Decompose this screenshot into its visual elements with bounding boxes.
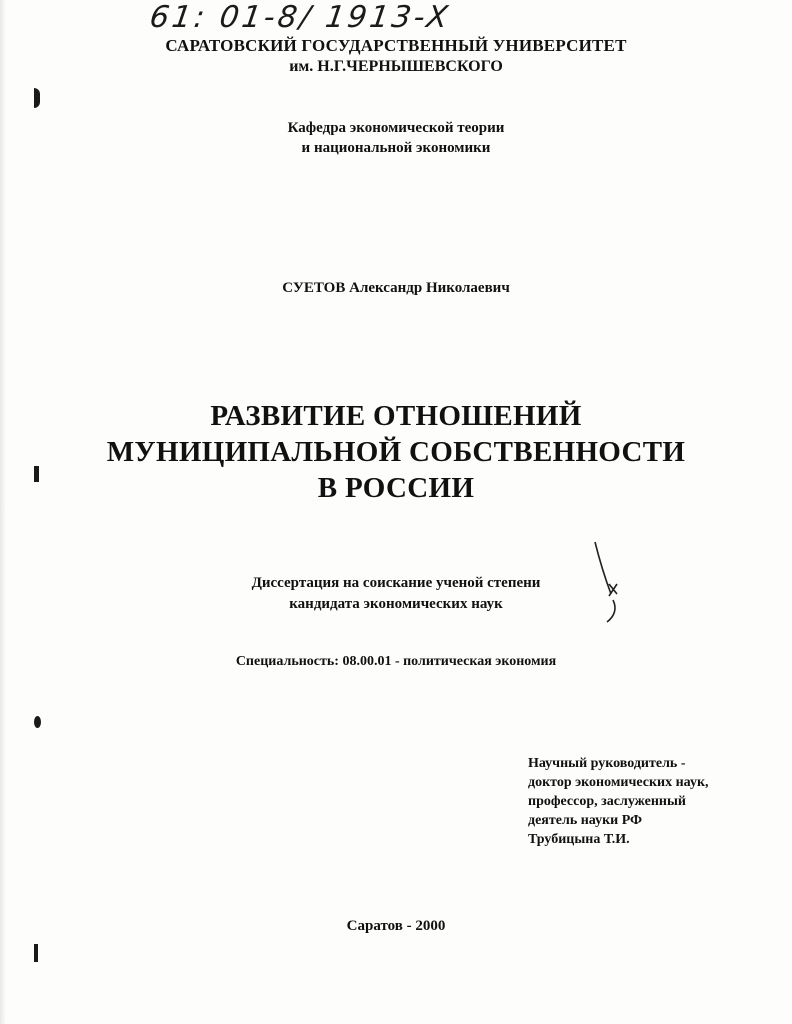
archive-code: 61: 01-8/ 1913-X [147, 0, 453, 35]
department-line-1: Кафедра экономической теории [287, 120, 505, 136]
city-year: Саратов - 2000 [346, 918, 446, 934]
university-named-after: им. Н.Г.ЧЕРНЫШЕВСКОГО [289, 58, 503, 75]
title-line-2: МУНИЦИПАЛЬНОЙ СОБСТВЕННОСТИ [106, 436, 686, 468]
pen-mark-icon [585, 538, 625, 628]
binding-mark [34, 944, 38, 962]
binding-mark [34, 716, 41, 728]
scientific-advisor [528, 754, 709, 849]
title-line-3: В РОССИИ [317, 472, 475, 504]
dissertation-line-2: кандидата экономических наук [289, 596, 503, 612]
author-given-names: Александр Николаевич [349, 280, 510, 296]
specialty: Специальность: 08.00.01 - политическая экономия [235, 654, 557, 669]
author-name [0, 280, 792, 297]
advisor-line-1: Научный руководитель - [528, 756, 686, 771]
advisor-line-4: деятель науки РФ [528, 813, 643, 828]
dissertation-line-1: Диссертация на соискание ученой степени [251, 575, 541, 591]
author-surname: СУЕТОВ [282, 280, 346, 296]
advisor-line-3: профессор, заслуженный [528, 794, 686, 809]
department-line-2: и национальной экономики [301, 140, 491, 156]
university-name: САРАТОВСКИЙ ГОСУДАРСТВЕННЫЙ УНИВЕРСИТЕТ [165, 36, 627, 55]
advisor-line-2: доктор экономических наук, [528, 775, 709, 790]
title-line-1: РАЗВИТИЕ ОТНОШЕНИЙ [210, 400, 582, 432]
binding-mark [34, 88, 40, 108]
advisor-line-5: Трубицына Т.И. [528, 832, 630, 847]
